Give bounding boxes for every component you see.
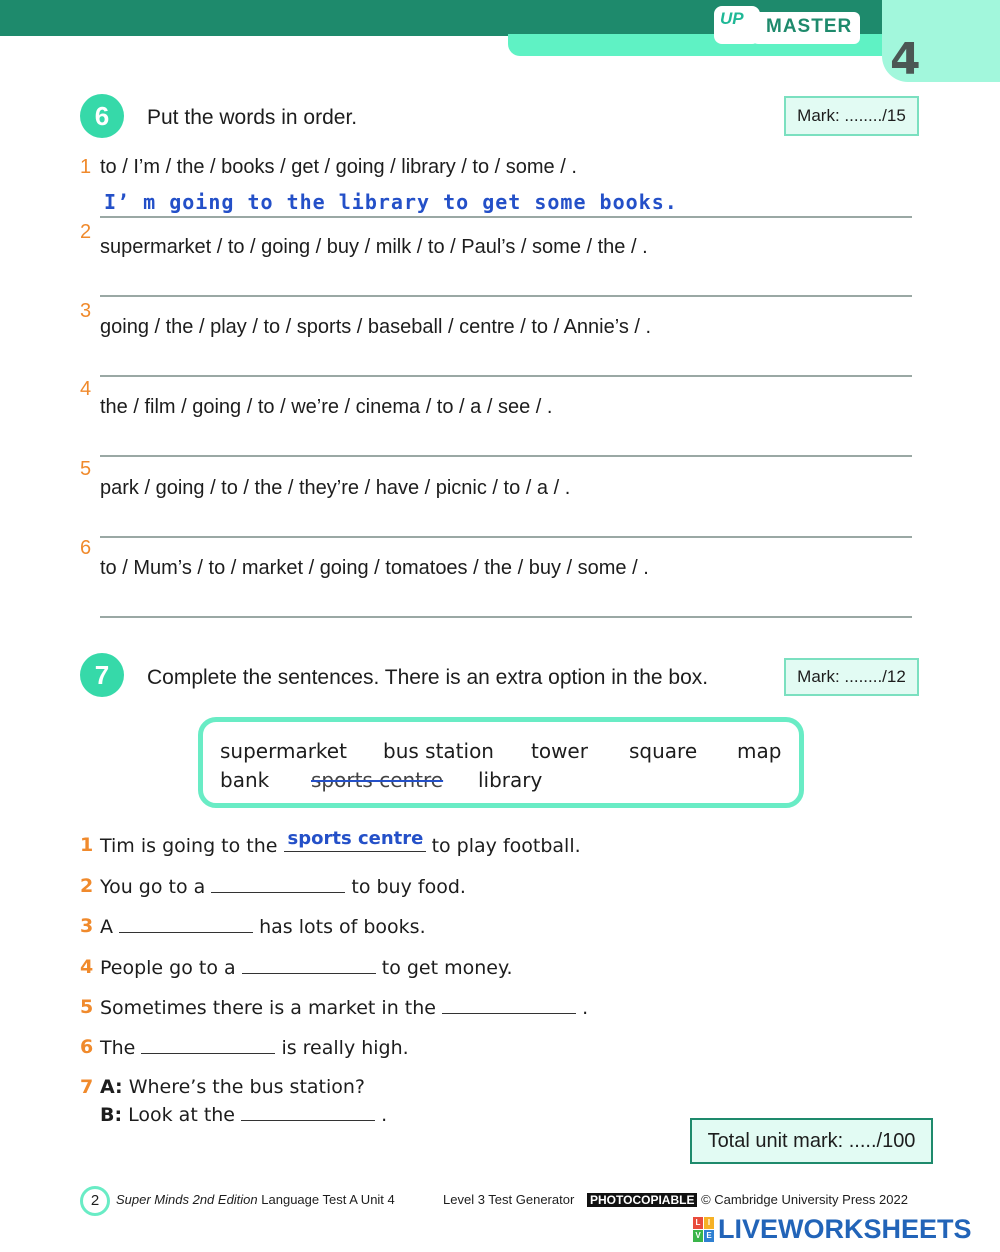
photocopiable-badge: PHOTOCOPIABLE bbox=[587, 1193, 697, 1207]
ex7-item-number: 6 bbox=[80, 1036, 94, 1058]
sentence-text: Sometimes there is a market in the bbox=[100, 997, 436, 1019]
sentence-text: has lots of books. bbox=[259, 916, 426, 938]
ex7-sentence bbox=[100, 956, 513, 979]
sentence-text: to get money. bbox=[381, 957, 513, 979]
ex6-scrambled-words: supermarket / to / going / buy / milk / to / Paul’s / some / the / . bbox=[100, 236, 648, 258]
ex6-scrambled-words: to / I’m / the / books / get / going / library / to / some / . bbox=[100, 156, 577, 178]
ex7-item-number: 4 bbox=[80, 956, 94, 978]
total-unit-mark: Total unit mark: ...../100 bbox=[690, 1118, 933, 1164]
ex7-item-number: 3 bbox=[80, 915, 94, 937]
logo-up-text: UP bbox=[720, 9, 744, 28]
liveworksheets-wordmark: LIVEWORKSHEETS bbox=[718, 1214, 972, 1244]
word-bank-item: bus station bbox=[383, 739, 494, 763]
copyright-text: © Cambridge University Press 2022 bbox=[701, 1192, 908, 1207]
word-bank-item: supermarket bbox=[220, 739, 347, 763]
exercise-6-mark-box: Mark: ......../15 bbox=[784, 96, 919, 136]
book-title: Super Minds 2nd Edition bbox=[116, 1192, 258, 1207]
sentence-text: The bbox=[100, 1037, 136, 1059]
ex6-answer-input[interactable]: I’ m going to the library to get some books. bbox=[104, 190, 678, 214]
sentence-text: . bbox=[582, 997, 589, 1019]
ex7-blank-input[interactable] bbox=[442, 996, 576, 1014]
page-number: 2 bbox=[80, 1186, 110, 1216]
ex6-item-number: 6 bbox=[80, 537, 92, 559]
word-bank-item: library bbox=[478, 768, 543, 792]
exercise-7-instruction: Complete the sentences. There is an extra option in the box. bbox=[147, 666, 709, 689]
word-bank-item: bank bbox=[220, 768, 270, 792]
word-bank-item-crossed: sports centre bbox=[311, 768, 444, 792]
ex7-blank-input[interactable] bbox=[211, 875, 345, 893]
exercise-7-badge: 7 bbox=[80, 653, 124, 697]
word-bank-item: map bbox=[737, 739, 782, 763]
ex7-item-number: 2 bbox=[80, 875, 94, 897]
ex6-answer-input[interactable] bbox=[100, 536, 912, 538]
liveworksheets-logo bbox=[693, 1214, 972, 1245]
ex7-dialogue-a bbox=[100, 1076, 365, 1098]
ex6-answer-input[interactable] bbox=[100, 295, 912, 297]
ex6-scrambled-words: to / Mum’s / to / market / going / tomatoes / the / buy / some / . bbox=[100, 557, 649, 579]
ex6-answer-line bbox=[100, 216, 912, 218]
ex6-answer-input[interactable] bbox=[100, 455, 912, 457]
ex6-item-number: 3 bbox=[80, 300, 92, 322]
ex6-item-number: 5 bbox=[80, 458, 92, 480]
speaker-b-label: B: bbox=[100, 1104, 123, 1126]
blank-answer: sports centre bbox=[287, 828, 424, 849]
ex6-scrambled-words: the / film / going / to / we’re / cinema / to / a / see / . bbox=[100, 396, 553, 418]
ex6-scrambled-words: going / the / play / to / sports / baseball / centre / to / Annie’s / . bbox=[100, 316, 652, 338]
sentence-text: to play football. bbox=[431, 835, 581, 857]
ex6-answer-input[interactable] bbox=[100, 375, 912, 377]
sentence-text: is really high. bbox=[281, 1037, 409, 1059]
sentence-text: Where’s the bus station? bbox=[128, 1076, 366, 1098]
sentence-text: Look at the bbox=[128, 1104, 235, 1126]
ex7-dialogue-b bbox=[100, 1103, 387, 1126]
ex6-item-number: 2 bbox=[80, 221, 92, 243]
sentence-text: You go to a bbox=[100, 876, 206, 898]
sentence-text: People go to a bbox=[100, 957, 236, 979]
exercise-7-mark-box: Mark: ......../12 bbox=[784, 658, 919, 696]
sentence-text: Tim is going to the bbox=[100, 835, 278, 857]
ex6-item-number: 4 bbox=[80, 378, 92, 400]
sentence-text: . bbox=[381, 1104, 388, 1126]
word-bank-box bbox=[198, 717, 804, 808]
ex7-sentence bbox=[100, 996, 588, 1019]
logo-master-text: MASTER bbox=[766, 16, 853, 37]
ex6-scrambled-words: park / going / to / the / they’re / have / picnic / to / a / . bbox=[100, 477, 571, 499]
ex7-sentence bbox=[100, 828, 581, 857]
ex7-blank-input[interactable] bbox=[242, 956, 376, 974]
ex6-item-number: 1 bbox=[80, 156, 92, 178]
ex7-item-number: 7 bbox=[80, 1076, 94, 1098]
ex7-sentence bbox=[100, 915, 426, 938]
footer-copyright bbox=[587, 1192, 908, 1207]
exercise-6-instruction: Put the words in order. bbox=[147, 106, 358, 129]
unit-number: 4 bbox=[890, 34, 921, 85]
sentence-text: A bbox=[100, 916, 113, 938]
ex7-sentence bbox=[100, 1036, 409, 1059]
ex7-blank-input[interactable] bbox=[141, 1036, 275, 1054]
word-bank-item: tower bbox=[531, 739, 588, 763]
ex7-item-number: 5 bbox=[80, 996, 94, 1018]
footer-generator: Level 3 Test Generator bbox=[443, 1192, 575, 1207]
footer-book-info bbox=[116, 1192, 395, 1207]
ex7-blank-input[interactable] bbox=[241, 1103, 375, 1121]
ex7-item-number: 1 bbox=[80, 834, 94, 856]
ex7-blank-input[interactable] bbox=[284, 828, 426, 852]
sentence-text: to buy food. bbox=[351, 876, 466, 898]
ex6-answer-input[interactable] bbox=[100, 616, 912, 618]
speaker-a-label: A: bbox=[100, 1076, 123, 1098]
ex7-blank-input[interactable] bbox=[119, 915, 253, 933]
word-bank-item: square bbox=[629, 739, 698, 763]
exercise-6-badge: 6 bbox=[80, 94, 124, 138]
ex7-sentence bbox=[100, 875, 466, 898]
test-name: Language Test A Unit 4 bbox=[261, 1192, 395, 1207]
liveworksheets-icon: L I V E bbox=[693, 1217, 714, 1242]
